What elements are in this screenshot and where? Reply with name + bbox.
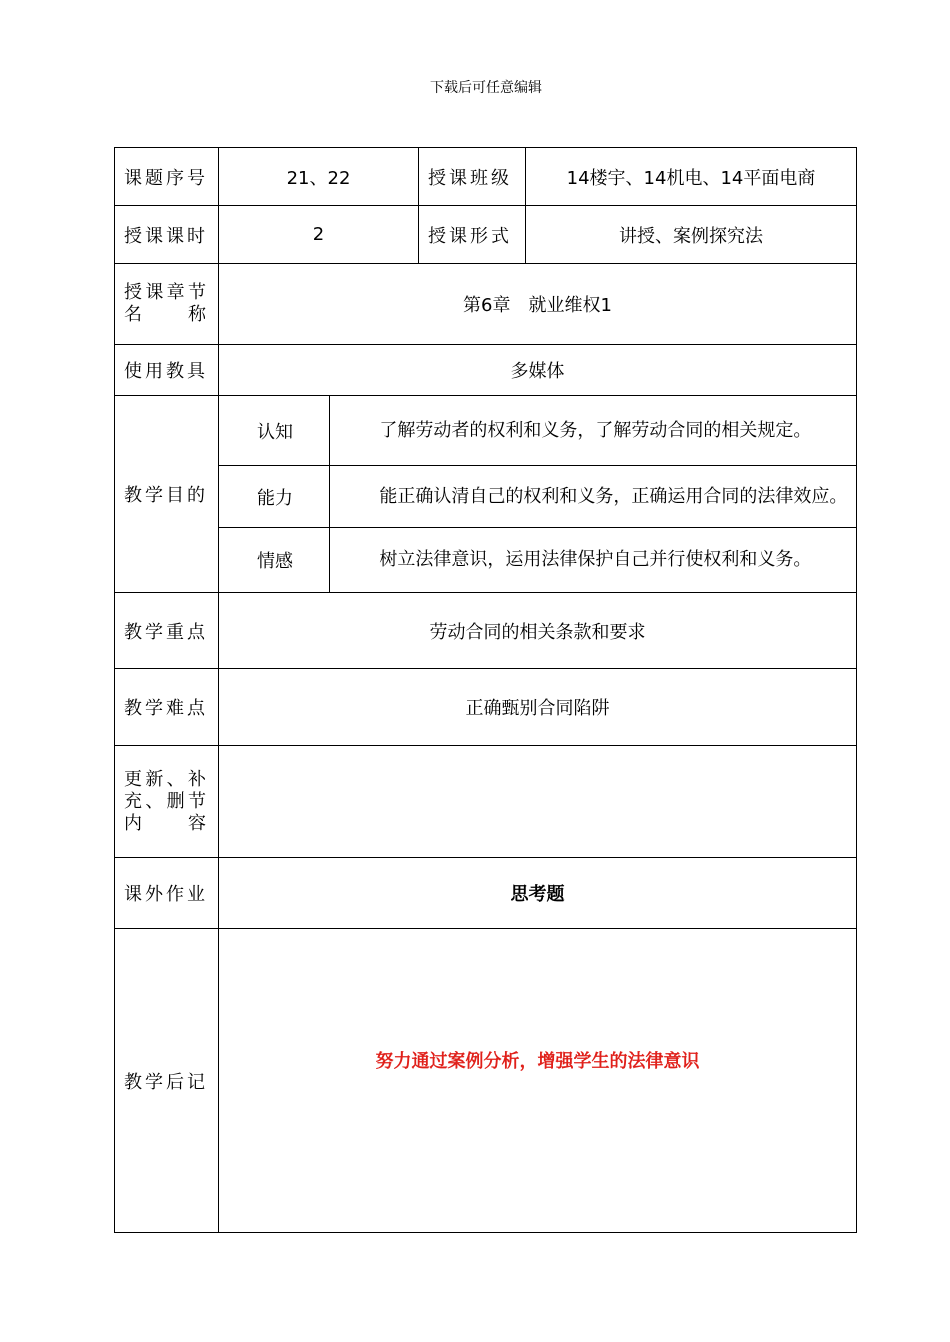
row-notes xyxy=(115,929,857,1233)
objective-sub-label: 认知 xyxy=(219,396,330,466)
notes-value: 努力通过案例分析，增强学生的法律意识 xyxy=(219,929,857,1233)
lesson-plan-table xyxy=(114,147,857,1233)
row-hours xyxy=(115,206,857,264)
update-value xyxy=(219,746,857,858)
hours-label: 授课课时 xyxy=(115,206,219,264)
homework-value: 思考题 xyxy=(219,858,857,929)
difficulties-value: 正确甄别合同陷阱 xyxy=(219,669,857,746)
row-chapter xyxy=(115,264,857,345)
header-note: 下载后可任意编辑 xyxy=(430,80,542,96)
class-value: 14楼宇、14机电、14平面电商 xyxy=(526,148,857,206)
row-tools xyxy=(115,345,857,396)
homework-label: 课外作业 xyxy=(115,858,219,929)
lesson-no-value: 21、22 xyxy=(219,148,419,206)
update-label-line1: 更新、补 xyxy=(124,768,209,790)
objective-text: 了解劳动者的权利和义务，了解劳动合同的相关规定。 xyxy=(330,396,857,466)
objectives-label: 教学目的 xyxy=(115,396,219,593)
update-label-line3: 内容 xyxy=(124,812,209,834)
row-objective-emotion xyxy=(115,528,857,593)
notes-label: 教学后记 xyxy=(115,929,219,1233)
tools-label: 使用教具 xyxy=(115,345,219,396)
row-objective-cognition xyxy=(115,396,857,466)
row-homework xyxy=(115,858,857,929)
row-difficulties xyxy=(115,669,857,746)
row-update xyxy=(115,746,857,858)
objective-text: 能正确认清自己的权利和义务，正确运用合同的法律效应。 xyxy=(330,466,857,528)
chapter-label-line1: 授课章节 xyxy=(124,282,209,303)
chapter-label-line2: 名称 xyxy=(124,304,209,325)
objective-text: 树立法律意识，运用法律保护自己并行使权利和义务。 xyxy=(330,528,857,593)
key-points-label: 教学重点 xyxy=(115,593,219,669)
update-label-line2: 充、删节 xyxy=(124,790,209,812)
row-key-points xyxy=(115,593,857,669)
chapter-label xyxy=(115,264,219,345)
row-lesson-no xyxy=(115,148,857,206)
class-label: 授课班级 xyxy=(419,148,526,206)
lesson-no-label: 课题序号 xyxy=(115,148,219,206)
chapter-value: 第6章 就业维权1 xyxy=(219,264,857,345)
update-label xyxy=(115,746,219,858)
tools-value: 多媒体 xyxy=(219,345,857,396)
objective-sub-label: 情感 xyxy=(219,528,330,593)
objective-sub-label: 能力 xyxy=(219,466,330,528)
form-label: 授课形式 xyxy=(419,206,526,264)
key-points-value: 劳动合同的相关条款和要求 xyxy=(219,593,857,669)
difficulties-label: 教学难点 xyxy=(115,669,219,746)
row-objective-ability xyxy=(115,466,857,528)
hours-value: 2 xyxy=(219,206,419,264)
form-value: 讲授、案例探究法 xyxy=(526,206,857,264)
